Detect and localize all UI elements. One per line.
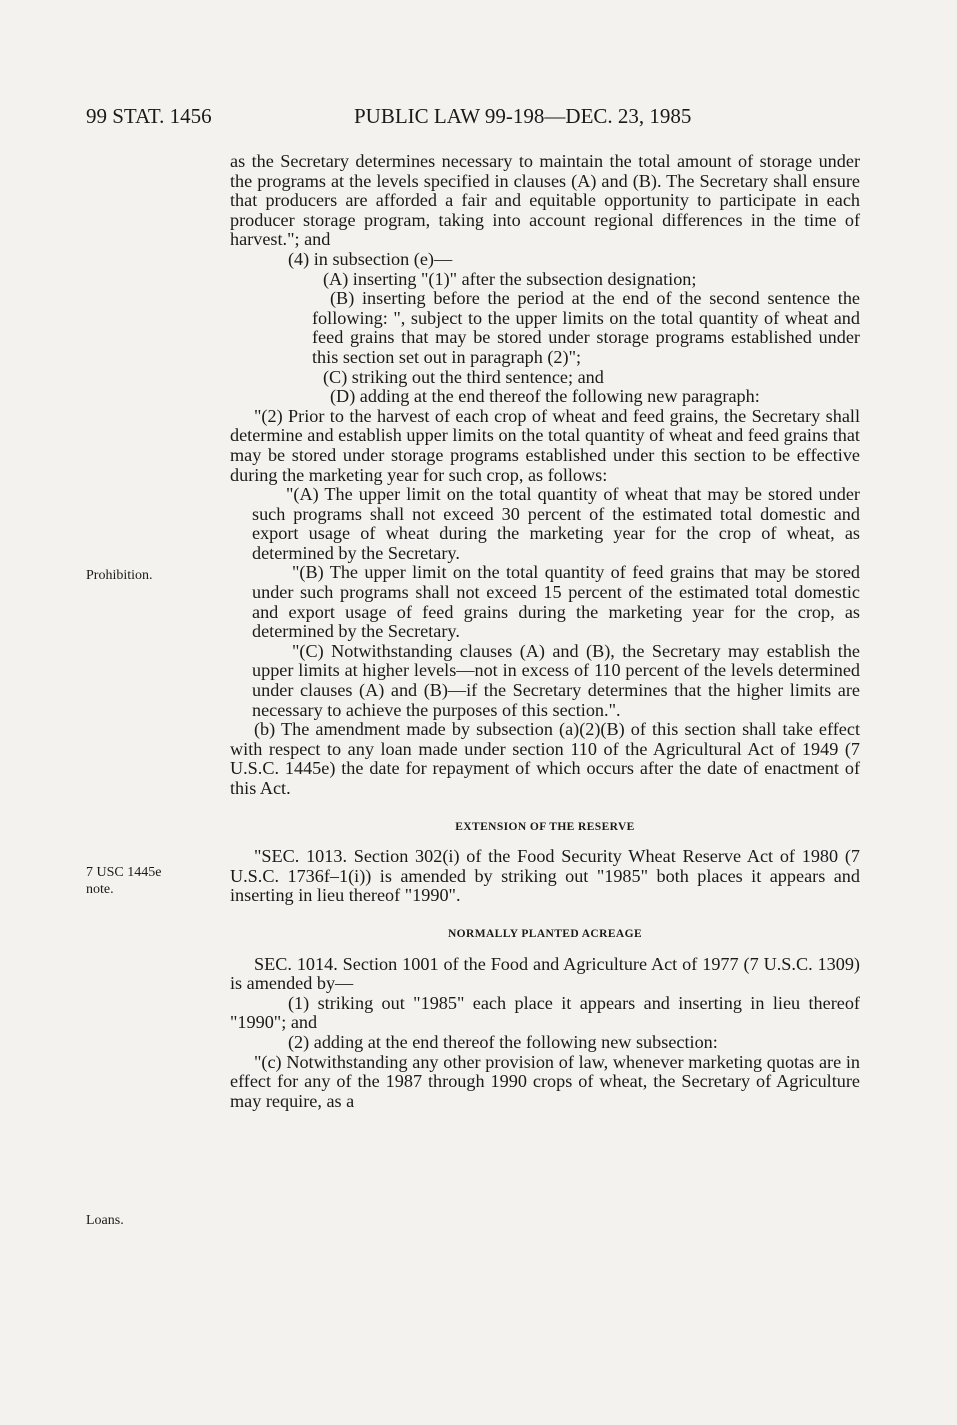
paragraph-sec-1014: SEC. 1014. Section 1001 of the Food and Agriculture Act of 1977 (7 U.S.C. 1309) is amended by— — [230, 953, 860, 994]
paragraph-item-1: (1) striking out "1985" each place it appears and inserting in lieu thereof "1990"; and — [230, 992, 860, 1033]
paragraph-clause-d: (D) adding at the end thereof the following new paragraph: — [330, 386, 760, 407]
margin-note-usc-line2: note. — [86, 882, 114, 897]
statute-page-number: 99 STAT. 1456 — [86, 104, 212, 128]
paragraph-quoted-2: "(2) Prior to the harvest of each crop of wheat and feed grains, the Secretary shall determine and establish upper limits on the total quantity of wheat and feed grains that may be stored under storage programs established under this section to be effective during the marketing year for such crop, as follows: — [230, 405, 860, 485]
margin-note-usc-line1: 7 USC 1445e — [86, 865, 162, 880]
paragraph-b-amendment: (b) The amendment made by subsection (a)(2)(B) of this section shall take effect with respect to any loan made under section 110 of the Agricultural Act of 1949 (7 U.S.C. 1445e) the date for repayment of which occurs after the date of enactment of this Act. — [230, 719, 860, 798]
paragraph-quoted-b: "(B) The upper limit on the total quantity of feed grains that may be stored under such programs shall not exceed 15 percent of the estimated total domestic and export usage of feed grains during the marketing year for the crop, as determined by the Secretary. — [252, 562, 860, 642]
paragraph-quoted-c: "(C) Notwithstanding clauses (A) and (B), the Secretary may establish the upper limits at higher levels—not in excess of 110 percent of the levels determined under clauses (A) and (B)—if the Secretary determines that the higher limits are necessary to achieve the purposes of this section.". — [252, 640, 860, 720]
margin-note-loans: Loans. — [86, 1213, 124, 1228]
paragraph-clause-b: (B) inserting before the period at the end of the second sentence the following: ", subject to the upper limits on the total quantity of wheat and feed grains that may be stored under storage programs established under this section set out in paragraph (2)"; — [312, 288, 860, 367]
paragraph-sec-1013: "SEC. 1013. Section 302(i) of the Food Security Wheat Reserve Act of 1980 (7 U.S.C. 1736f–1(i)) is amended by striking out "1985" both places it appears and inserting in lieu thereof "1990". — [230, 846, 860, 906]
paragraph-clause-c: (C) striking out the third sentence; and — [323, 366, 604, 387]
paragraph: as the Secretary determines necessary to maintain the total amount of storage under the programs at the levels specified in clauses (A) and (B). The Secretary shall ensure that producers are afforded a fair and equitable opportunity to participate in each producer storage program, taking into account regional differences in the time of harvest."; and — [230, 151, 860, 250]
paragraph-subsection-4: (4) in subsection (e)— — [288, 248, 453, 269]
body-text — [230, 152, 860, 1111]
margin-note-usc — [86, 864, 161, 898]
paragraph-item-2: (2) adding at the end thereof the following new subsection: — [288, 1031, 718, 1052]
paragraph-clause-a: (A) inserting "(1)" after the subsection designation; — [323, 268, 697, 289]
paragraph-quoted-c-loans: "(c) Notwithstanding any other provision of law, whenever marketing quotas are in effect for any of the 1987 through 1990 crops of wheat, the Secretary of Agriculture may require, as a — [230, 1051, 860, 1111]
public-law-heading: PUBLIC LAW 99-198—DEC. 23, 1985 — [354, 104, 692, 128]
section-heading-acreage: NORMALLY PLANTED ACREAGE — [447, 927, 643, 940]
paragraph-quoted-a: "(A) The upper limit on the total quantity of wheat that may be stored under such programs shall not exceed 30 percent of the estimated total domestic and export usage of wheat during the marketing year for the crop of wheat, as determined by the Secretary. — [252, 484, 860, 563]
section-heading-extension: EXTENSION OF THE RESERVE — [455, 820, 635, 833]
margin-note-prohibition: Prohibition. — [86, 568, 153, 583]
page-header — [86, 104, 786, 134]
